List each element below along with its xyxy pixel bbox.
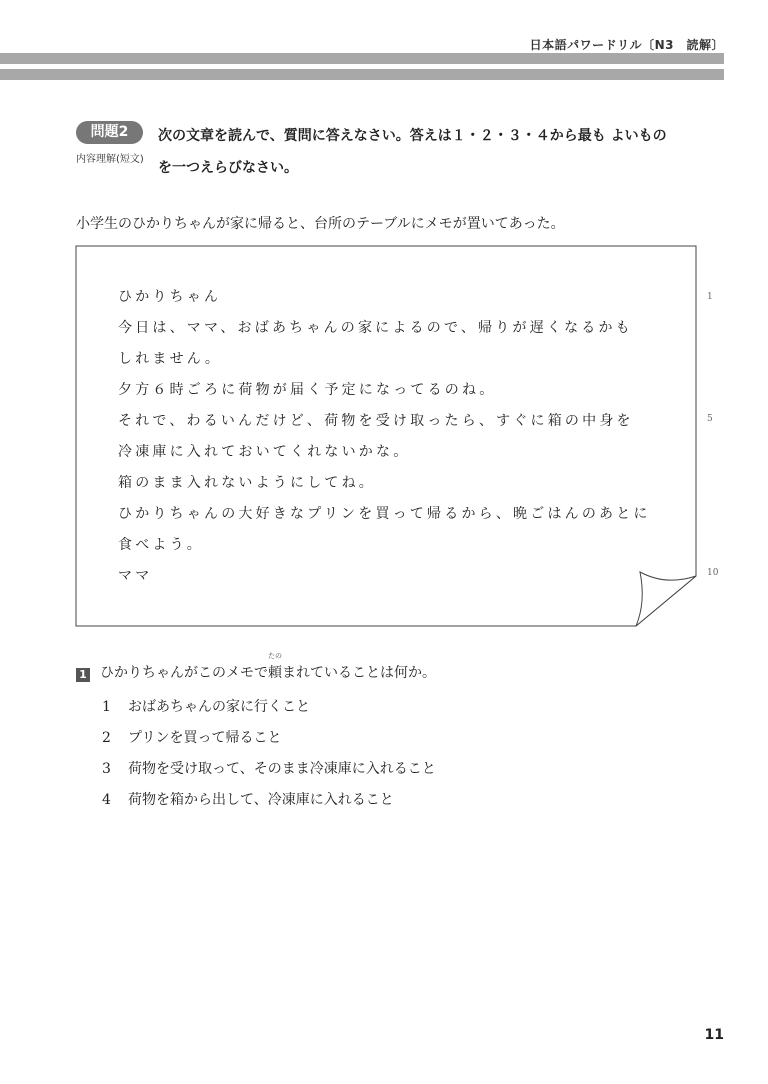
option-text: 荷物を箱から出して、冷凍庫に入れること [128, 792, 394, 808]
memo-line: しれません。 [118, 351, 223, 367]
question-number: 1 [76, 668, 90, 682]
answer-options [102, 692, 436, 816]
furigana: たの [268, 652, 282, 660]
page-number: 11 [704, 1027, 724, 1043]
option-2[interactable] [102, 723, 436, 754]
option-text: おばあちゃんの家に行くこと [128, 699, 310, 715]
memo-line: 冷凍庫に入れておいてくれないかな。 [118, 444, 411, 460]
memo-content [118, 282, 678, 592]
intro-sentence: 小学生のひかりちゃんが家に帰ると、台所のテーブルにメモが置いてあった。 [76, 216, 565, 232]
memo-line: それで、わるいんだけど、荷物を受け取ったら、すぐに箱の中身を [118, 413, 634, 429]
ruby-base: 頼 [268, 665, 282, 681]
book-title: 日本語パワードリル〔N3 読解〕 [529, 38, 724, 52]
option-3[interactable] [102, 754, 436, 785]
memo-line: ひかりちゃんの大好きなプリンを買って帰るから、晩ごはんのあとに [118, 506, 651, 522]
line-number-5: 5 [707, 414, 713, 424]
memo-line: 今日は、ママ、おばあちゃんの家によるので、帰りが遅くなるかも [118, 320, 633, 336]
option-number: 2 [102, 730, 111, 746]
ruby-word [268, 652, 282, 682]
option-number: 3 [102, 761, 111, 777]
option-text: プリンを買って帰ること [128, 730, 282, 746]
problem-subtitle: 内容理解(短文) [76, 154, 144, 165]
problem-badge: 問題2 [76, 121, 143, 144]
option-number: 1 [102, 699, 111, 715]
option-number: 4 [102, 792, 111, 808]
question-text-before: ひかりちゃんがこのメモで [100, 665, 268, 681]
memo-line: ひかりちゃん [118, 289, 222, 305]
line-number-1: 1 [707, 292, 713, 302]
question-text-after: まれていることは何か。 [282, 665, 436, 681]
option-text: 荷物を受け取って、そのまま冷凍庫に入れること [128, 761, 436, 777]
instruction-line-2: を一つえらびなさい。 [158, 160, 298, 176]
option-4[interactable] [102, 785, 436, 816]
memo-line: 箱のまま入れないようにしてね。 [118, 475, 376, 491]
question-1 [76, 652, 436, 682]
memo-line: ママ [118, 568, 153, 584]
memo-line: 夕方６時ごろに荷物が届く予定になってるのね。 [118, 382, 497, 398]
option-1[interactable] [102, 692, 436, 723]
line-number-10: 10 [707, 568, 719, 578]
instruction-line-1: 次の文章を読んで、質問に答えなさい。答えは１・２・３・４から最も よいもの [158, 128, 667, 144]
memo-line: 食べよう。 [118, 537, 204, 553]
